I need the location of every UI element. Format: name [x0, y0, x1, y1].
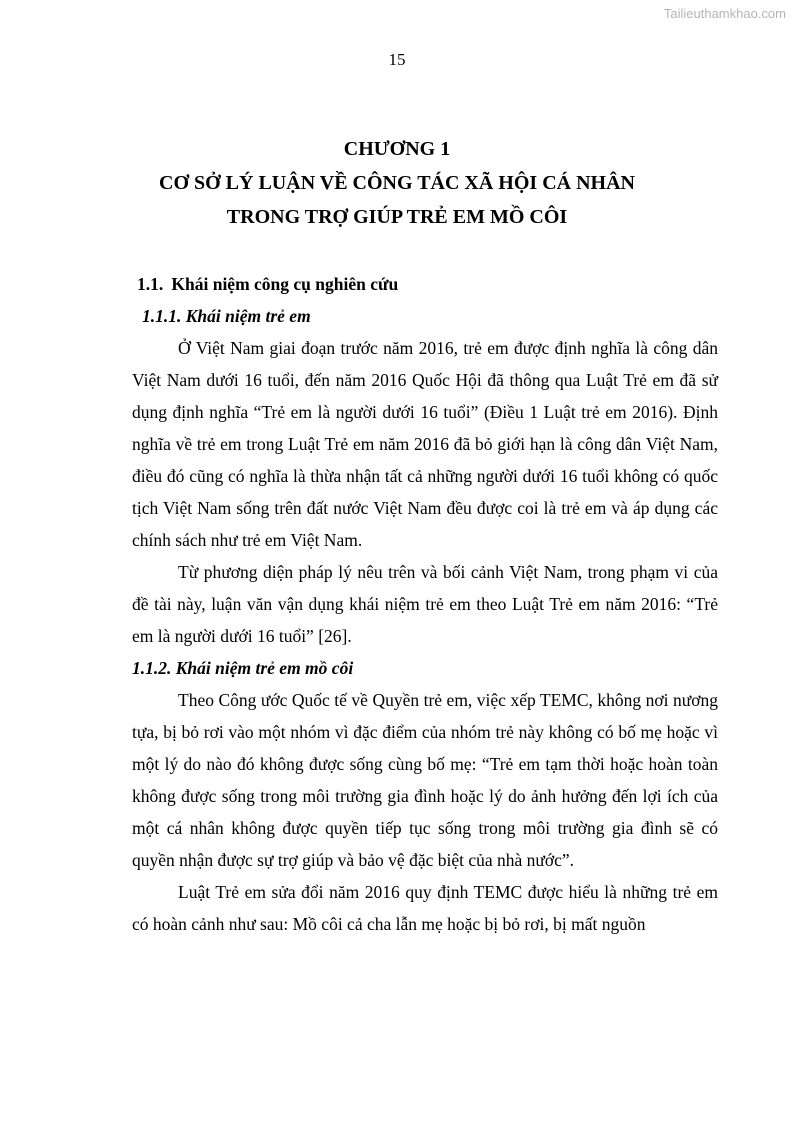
document-body — [132, 268, 718, 940]
chapter-title-line-2: TRONG TRỢ GIÚP TRẺ EM MỒ CÔI — [226, 206, 568, 228]
chapter-heading — [0, 132, 794, 234]
chapter-title-line-1: CƠ SỞ LÝ LUẬN VỀ CÔNG TÁC XÃ HỘI CÁ NHÂN — [159, 172, 635, 194]
chapter-label: CHƯƠNG 1 — [343, 138, 451, 160]
paragraph: Luật Trẻ em sửa đổi năm 2016 quy định TEMC được hiểu là những trẻ em có hoàn cảnh như sau: Mồ côi cả cha lẫn mẹ hoặc bị bỏ rơi, bị mất nguồn — [132, 882, 718, 934]
section-number: 1.1. — [137, 274, 164, 294]
subsection-heading-1-1-1: 1.1.1. Khái niệm trẻ em — [142, 306, 311, 326]
watermark: Tailieuthamkhao.com — [663, 6, 786, 21]
section-title: Khái niệm công cụ nghiên cứu — [171, 274, 399, 294]
page-number: 15 — [388, 50, 406, 69]
paragraph: Ở Việt Nam giai đoạn trước năm 2016, trẻ em được định nghĩa là công dân Việt Nam dưới 16 tuổi, đến năm 2016 Quốc Hội đã thông qua Luật Trẻ em đã sử dụng định nghĩa “Trẻ em là người dưới 16 tuổi” (Điều 1 Luật trẻ em 2016). Định nghĩa về trẻ em trong Luật Trẻ em năm 2016 đã bỏ giới hạn là công dân Việt Nam, điều đó cũng có nghĩa là thừa nhận tất cả những người dưới 16 tuổi không có quốc tịch Việt Nam sống trên đất nước Việt Nam đều được coi là trẻ em và áp dụng các chính sách như trẻ em Việt Nam. — [132, 338, 718, 550]
paragraph: Theo Công ước Quốc tế về Quyền trẻ em, việc xếp TEMC, không nơi nương tựa, bị bỏ rơi vào một nhóm vì đặc điểm của nhóm trẻ này không có bố mẹ hoặc vì một lý do nào đó không được sống cùng bố mẹ: “Trẻ em tạm thời hoặc hoàn toàn không được sống trong môi trường gia đình hoặc lý do ảnh hưởng đến lợi ích của một cá nhân không được quyền tiếp tục sống trong môi trường gia đình sẽ có quyền nhận được sự trợ giúp và bảo vệ đặc biệt của nhà nước”. — [132, 690, 718, 870]
paragraph: Từ phương diện pháp lý nêu trên và bối cảnh Việt Nam, trong phạm vi của đề tài này, luận văn vận dụng khái niệm trẻ em theo Luật Trẻ em năm 2016: “Trẻ em là người dưới 16 tuổi” [26]. — [132, 562, 718, 646]
subsection-heading-1-1-2: 1.1.2. Khái niệm trẻ em mồ côi — [132, 658, 354, 678]
section-heading-1-1 — [137, 268, 718, 300]
